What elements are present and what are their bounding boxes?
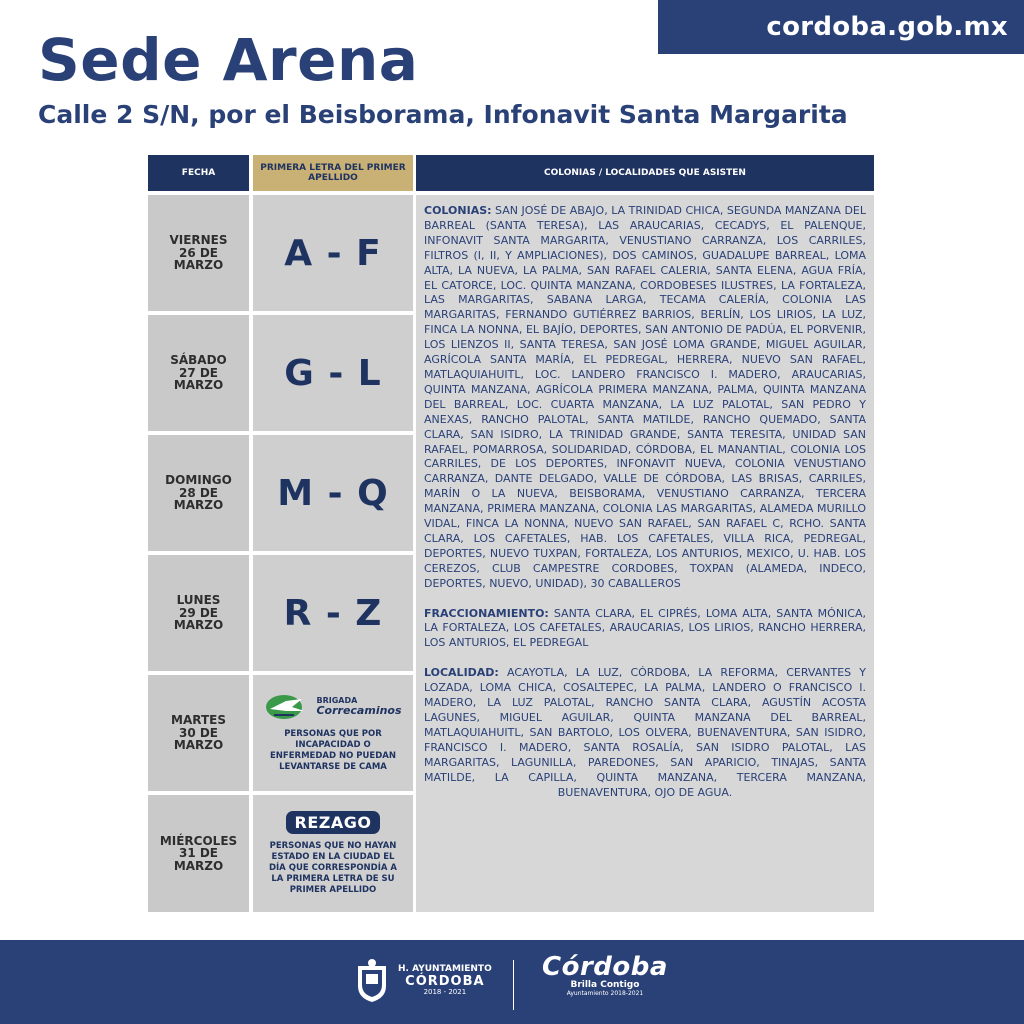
- localidad-label: LOCALIDAD:: [424, 666, 499, 680]
- letter-cell-monday: [253, 555, 413, 671]
- cordoba-brand-logo: [542, 954, 668, 997]
- date-month: MARZO: [173, 738, 224, 753]
- venue-address: Calle 2 S/N, por el Beisborama, Infonavit Santa Margarita: [38, 100, 848, 129]
- date-day: VIERNES: [169, 233, 228, 248]
- brand-slogan: Brilla Contigo: [570, 980, 640, 991]
- date-month: MARZO: [173, 618, 224, 633]
- letter-range: M - Q: [277, 472, 389, 514]
- date-month: MARZO: [173, 858, 224, 873]
- coat-of-arms-icon: [352, 958, 392, 1004]
- date-day: SÁBADO: [170, 353, 227, 368]
- date-cell-friday: [148, 195, 249, 311]
- roadrunner-icon: [264, 693, 310, 721]
- date-cell-saturday: [148, 315, 249, 431]
- letter-cell-tuesday: [253, 675, 413, 791]
- fraccionamiento-label: FRACCIONAMIENTO:: [424, 606, 549, 620]
- date-month: MARZO: [173, 378, 224, 393]
- date-number: 31 DE: [178, 846, 219, 861]
- fraccionamiento-paragraph: [424, 607, 866, 652]
- letter-cell-saturday: [253, 315, 413, 431]
- footer-divider: [513, 960, 514, 1010]
- date-day: LUNES: [176, 593, 221, 608]
- rezago-badge: REZAGO: [286, 811, 381, 834]
- letter-range: A - F: [284, 232, 382, 274]
- localidad-list: ACAYOTLA, LA LUZ, CÓRDOBA, LA REFORMA, CERVANTES Y LOZADA, LOMA CHICA, COSALTEPEC, LA PALMA, LANDERO O FRANCISCO I. MADERO, LA LUZ PALOTAL, RANCHO SANTA CLARA, AGUSTÍN ACOSTA LAGUNES, MIGUEL AGUILAR, QUINTA MANZANA DEL BARREAL, MATLAQUIAHUITL, SAN BARTOLO, LOS OLVERA, BUENAVENTURA, SAN ISIDRO, FRANCISCO I. MADERO, SANTA ROSALÍA, SAN ISIDRO PALOTAL, LAS MARGARITAS, LAGUNILLA, PAREDONES, SAN APARICIO, TINAJAS, SANTA MATILDE, LA CAPILLA, QUINTA MANZANA, TERCERA MANZANA, BUENAVENTURA, OJO DE AGUA.: [424, 666, 867, 799]
- date-day: MIÉRCOLES: [159, 833, 238, 848]
- date-number: 28 DE: [178, 485, 219, 500]
- header-fecha: FECHA: [148, 155, 249, 191]
- letter-cell-friday: [253, 195, 413, 311]
- footer-bar: [0, 940, 1024, 1024]
- page-title: Sede Arena: [38, 26, 419, 94]
- localidad-paragraph: [424, 666, 866, 800]
- date-month: MARZO: [173, 498, 224, 513]
- brigada-label: BRIGADA: [316, 695, 358, 705]
- header-letter: PRIMERA LETRA DEL PRIMER APELLIDO: [253, 155, 413, 191]
- date-day: MARTES: [171, 713, 226, 728]
- colonias-cell: [416, 195, 874, 912]
- date-number: 27 DE: [178, 365, 219, 380]
- date-cell-sunday: [148, 435, 249, 551]
- site-url-banner: [658, 0, 1024, 54]
- fraccionamiento-list: SANTA CLARA, EL CIPRÉS, LOMA ALTA, SANTA MÓNICA, LA FORTALEZA, LOS CAFETALES, ARAUCARIAS, LOS LIRIOS, RANCHO HERRERA, LOS ANTURIOS, EL PEDREGAL: [424, 606, 866, 650]
- date-cell-wednesday: [148, 795, 249, 912]
- date-number: 29 DE: [178, 605, 219, 620]
- ayuntamiento-line2: CÓRDOBA: [405, 973, 485, 989]
- colonias-paragraph: [424, 204, 866, 592]
- colonias-list: SAN JOSÉ DE ABAJO, LA TRINIDAD CHICA, SEGUNDA MANZANA DEL BARREAL (SANTA TERESA), LAS ARAUCARIAS, CECADYS, EL PALENQUE, INFONAVIT SANTA MARGARITA, VENUSTIANO CARRANZA, LOS CARRILES, FILTROS (I, II, Y AMPLIACIONES), DOS CAMINOS, GUADALUPE BARREAL, LOMA ALTA, LA NUEVA, LA PALMA, SAN RAFAEL CALERIA, SANTA ELENA, AGUA FRÍA, EL CATORCE, LOC. QUINTA MANZANA, CORDOBESES ILUSTRES, LA FORTALEZA, LAS MARGARITAS, SABANA LARGA, TECAMA CALERÍA, COLONIA LAS MARGARITAS, FERNANDO GUTIÉRREZ BARRIOS, BERLÍN, LOS LIRIOS, LA LUZ, FINCA LA NONNA, EL BAJÍO, DEPORTES, SAN ANTONIO DE PADÚA, EL PORVENIR, LOS LIENZOS II, SANTA TERESA, SAN JOSÉ LOMA GRANDE, MIGUEL AGUILAR, AGRÍCOLA SANTA MARÍA, EL PEDREGAL, HERRERA, NUEVO SAN RAFAEL, MATLAQUIAHUITL, LOC. LANDERO FRANCISCO I. MADERO, ARAUCARIAS, QUINTA MANZANA, AGRÍCOLA PRIMERA MANZANA, PALMA, QUINTA MANZANA DEL BARREAL, LOC. CUARTA MANZANA, LA LUZ PALOTAL, SAN PEDRO Y ANEXAS, RANCHO PALOTAL, SANTA MATILDE, RANCHO QUEMADO, SANTA CLARA, SAN ISIDRO, LA TRINIDAD GRANDE, SANTA TERESITA, UNIDAD SAN RAFAEL, POMARROSA, SOLIDARIDAD, CÓRDOBA, EL MANANTIAL, COLONIA LOS CARRILES, DE LOS DEPORTES, INFONAVIT NUEVA, COLONIA VENUSTIANO CARRANZA, DANTE DELGADO, VALLE DE CÓRDOBA, LAS BRISAS, CARRILES, MARÍN O LA NUEVA, BEISBORAMA, VENUSTIANO CARRANZA, TERCERA MANZANA, PRIMERA MANZANA, COLONIA LAS MARGARITAS, ALAMEDA MURILLO VIDAL, FINCA LA NONNA, NUEVO SAN RAFAEL, SAN RAFAEL C, RCHO. SANTA CLARA, LOS CAFETALES, HAB. LOS CAFETALES, VILLA RICA, PEDREGAL, DEPORTES, NUEVO TUXPAN, FORTALEZA, LOS ANTURIOS, MEXICO, U. HAB. LOS CEREZOS, CLUB CAMPESTRE CORDOBES, TOXPAN (ALAMEDA, INDECO, DEPORTES, NUEVO, UNIDAD), 30 CABALLEROS: [424, 204, 866, 590]
- brand-name: Córdoba: [542, 952, 668, 982]
- colonias-label: COLONIAS:: [424, 204, 492, 217]
- brand-term: Ayuntamiento 2018-2021: [566, 989, 644, 997]
- ayuntamiento-logo: [352, 958, 492, 1004]
- date-day: DOMINGO: [165, 473, 232, 488]
- letter-cell-sunday: [253, 435, 413, 551]
- date-cell-monday: [148, 555, 249, 671]
- header-colonias: COLONIAS / LOCALIDADES QUE ASISTEN: [416, 155, 874, 191]
- date-number: 26 DE: [178, 245, 219, 260]
- date-number: 30 DE: [178, 725, 219, 740]
- letter-range: G - L: [284, 352, 382, 394]
- date-month: MARZO: [173, 258, 224, 273]
- site-url: cordoba.gob.mx: [766, 12, 1008, 42]
- schedule-table: [148, 155, 874, 912]
- brigada-note: PERSONAS QUE POR INCAPACIDAD O ENFERMEDAD NO PUEDAN LEVANTARSE DE CAMA: [270, 728, 396, 773]
- letter-range: R - Z: [283, 592, 383, 634]
- brigada-correcaminos-logo: [264, 693, 401, 721]
- ayuntamiento-line3: 2018 - 2021: [423, 988, 467, 997]
- letter-cell-wednesday: [253, 795, 413, 912]
- brigada-name: Correcaminos: [316, 704, 402, 718]
- date-cell-tuesday: [148, 675, 249, 791]
- rezago-note: PERSONAS QUE NO HAYAN ESTADO EN LA CIUDAD EL DÍA QUE CORRESPONDÍA A LA PRIMERA LETRA DE SU PRIMER APELLIDO: [268, 840, 398, 896]
- ayuntamiento-line1: H. AYUNTAMIENTO: [398, 964, 492, 975]
